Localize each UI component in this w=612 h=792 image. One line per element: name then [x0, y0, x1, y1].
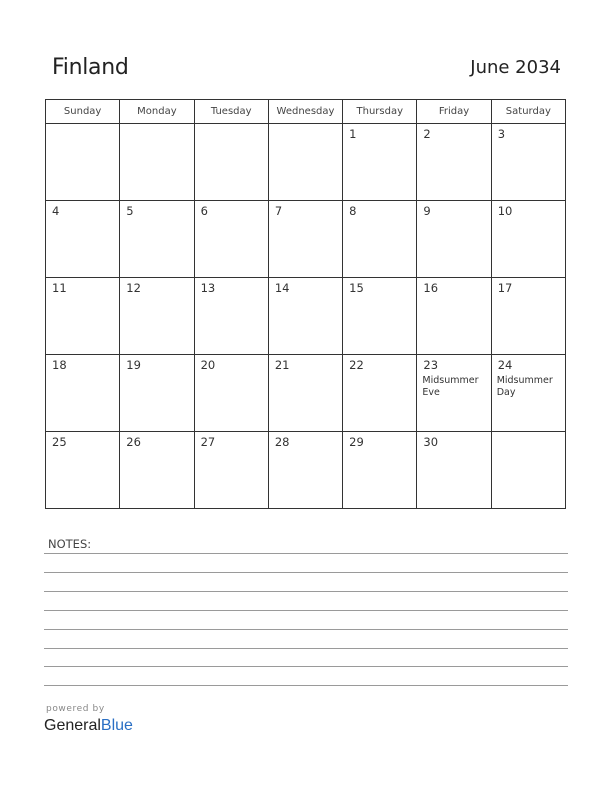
day-number: 9: [423, 204, 431, 218]
day-number: 8: [349, 204, 357, 218]
weekday-header: Tuesday: [194, 100, 268, 124]
weekday-header: Saturday: [491, 100, 565, 124]
day-cell: [194, 201, 268, 278]
day-cell: [268, 432, 342, 509]
weekday-header: Thursday: [343, 100, 417, 124]
notes-line: [44, 629, 568, 630]
day-cell: [46, 124, 120, 201]
day-number: 7: [274, 204, 283, 218]
day-number: 25: [52, 435, 67, 449]
weekday-header: Monday: [120, 100, 194, 124]
day-number: 30: [423, 435, 439, 449]
day-number: 13: [200, 281, 216, 295]
day-number: 29: [349, 435, 364, 449]
holiday-label: Midsummer Day: [496, 375, 553, 398]
week-row: [46, 432, 566, 509]
day-number: 6: [200, 204, 208, 218]
day-number: 23: [423, 358, 439, 372]
weekday-header: Sunday: [46, 100, 120, 124]
day-cell: [343, 355, 417, 432]
day-cell: [46, 201, 120, 278]
calendar-grid: [45, 99, 566, 509]
day-number: 28: [274, 435, 290, 449]
notes-line: [44, 591, 568, 592]
notes-line: [44, 553, 568, 554]
day-cell: [194, 124, 268, 201]
day-cell: [194, 278, 268, 355]
day-number: 5: [126, 204, 134, 218]
weekday-header: Friday: [417, 100, 491, 124]
notes-line: [44, 648, 568, 649]
day-number: 21: [274, 358, 290, 372]
day-number: 3: [497, 127, 506, 141]
day-number: 17: [497, 281, 513, 295]
day-number: 18: [52, 358, 67, 372]
day-cell: [120, 355, 194, 432]
day-number: 10: [497, 204, 513, 218]
day-number: 2: [423, 127, 431, 141]
day-number: 4: [52, 204, 60, 218]
day-cell: [120, 201, 194, 278]
day-cell: [120, 124, 194, 201]
day-number: 15: [349, 281, 364, 295]
day-cell: [343, 124, 417, 201]
powered-by-text: powered by: [46, 704, 105, 714]
day-cell: [343, 278, 417, 355]
day-cell: [268, 355, 342, 432]
country-title: Finland: [52, 55, 129, 80]
week-row: [46, 278, 566, 355]
day-cell: [491, 432, 565, 509]
logo-blue: Blue: [100, 717, 133, 734]
day-number: 26: [126, 435, 141, 449]
notes-line: [44, 685, 568, 686]
weekday-header-row: [46, 100, 566, 124]
day-cell: [46, 278, 120, 355]
day-number: 1: [349, 127, 357, 141]
day-cell: [491, 355, 565, 432]
day-number: 19: [126, 358, 141, 372]
day-number: 12: [126, 281, 141, 295]
day-cell: [194, 432, 268, 509]
day-cell: [46, 355, 120, 432]
day-cell: [343, 201, 417, 278]
day-cell: [491, 124, 565, 201]
day-cell: [120, 278, 194, 355]
week-row: [46, 124, 566, 201]
week-row: [46, 201, 566, 278]
day-number: 27: [200, 435, 216, 449]
day-number: 20: [200, 358, 216, 372]
day-number: 16: [423, 281, 439, 295]
day-cell: [46, 432, 120, 509]
day-number: 22: [349, 358, 364, 372]
month-year-title: June 2034: [470, 57, 561, 78]
day-cell: [268, 278, 342, 355]
day-cell: [120, 432, 194, 509]
day-cell: [491, 201, 565, 278]
notes-line: [44, 572, 568, 573]
day-cell: [194, 355, 268, 432]
notes-label: NOTES:: [48, 537, 92, 551]
holiday-label: Midsummer Eve: [422, 375, 479, 398]
day-cell: [343, 432, 417, 509]
day-number: 14: [274, 281, 290, 295]
day-cell: [417, 355, 491, 432]
day-cell: [268, 201, 342, 278]
weekday-header: Wednesday: [268, 100, 342, 124]
notes-line: [44, 610, 568, 611]
day-number: 24: [497, 358, 513, 372]
day-number: 11: [52, 281, 67, 295]
week-row: [46, 355, 566, 432]
day-cell: [268, 124, 342, 201]
day-cell: [417, 278, 491, 355]
day-cell: [417, 124, 491, 201]
day-cell: [417, 201, 491, 278]
notes-line: [44, 666, 568, 667]
generalblue-logo: [44, 717, 133, 735]
day-cell: [417, 432, 491, 509]
logo-general: General: [44, 717, 101, 734]
day-cell: [491, 278, 565, 355]
